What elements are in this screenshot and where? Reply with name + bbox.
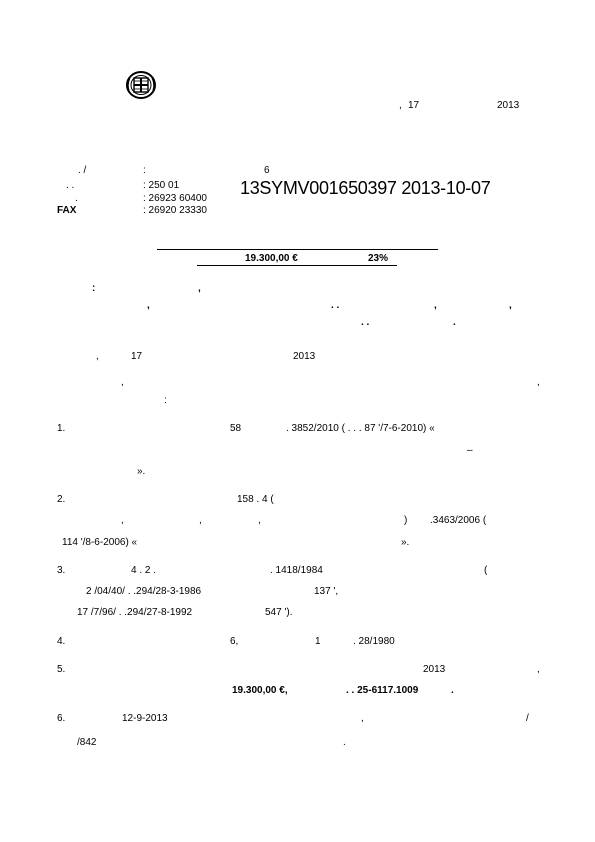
intro-line2-comma3: , — [509, 300, 512, 311]
item5-comma: , — [537, 664, 540, 675]
fax-label: FAX — [57, 205, 77, 216]
item5-year: 2013 — [423, 664, 446, 675]
contact-row2-value: : 250 01 — [143, 180, 180, 191]
item2-number: 2. — [57, 494, 66, 505]
item3-gazette2: 547 '). — [265, 607, 293, 618]
item4-number: 4. — [57, 636, 66, 647]
date-day: 17 — [408, 100, 420, 111]
item5-amount: 19.300,00 €, — [232, 685, 288, 696]
item2-comma1: , — [121, 515, 124, 526]
item2-end: ». — [401, 537, 410, 548]
item2-comma2: , — [199, 515, 202, 526]
item1-article: 58 — [230, 423, 242, 434]
para-colon: : — [164, 395, 167, 406]
contact-row2-punct: . . — [66, 180, 75, 191]
item6-ref: /842 — [77, 737, 97, 748]
item6-number: 6. — [57, 713, 66, 724]
item6-dot: . — [343, 737, 346, 748]
item6-date: 12-9-2013 — [122, 713, 168, 724]
item2-comma3: , — [258, 515, 261, 526]
item3-gazette1: 137 ', — [314, 586, 339, 597]
contact-phone: : 26923 60400 — [143, 193, 207, 204]
para-comma3: , — [537, 377, 540, 388]
contact-row1-value: 6 — [264, 165, 270, 176]
date-year: 2013 — [497, 100, 520, 111]
item5-budget-code: . . 25-6117.1009 — [346, 685, 419, 696]
para-comma: , — [96, 351, 99, 362]
date-comma: , — [399, 100, 402, 111]
contact-row1-colon: : — [143, 165, 146, 176]
item1-law: . 3852/2010 ( . . . 87 '/7-6-2010) « — [286, 423, 435, 434]
item1-end: ». — [137, 466, 146, 477]
ada-code: 13SYMV001650397 2013-10-07 — [240, 178, 491, 198]
fax-value: : 26920 23330 — [143, 205, 207, 216]
intro-line3-dots: . . — [361, 317, 370, 328]
intro-line2-comma2: , — [434, 300, 437, 311]
item3-decision1: 2 /04/40/ . .294/28-3-1986 — [86, 586, 202, 597]
item5-dot: . — [451, 685, 454, 696]
item6-slash: / — [526, 713, 529, 724]
coat-of-arms-seal — [125, 70, 157, 100]
para-comma2: , — [121, 377, 124, 388]
intro-line3-dot: . — [453, 317, 456, 328]
intro-colon: : — [92, 283, 96, 294]
item2-law: .3463/2006 ( — [430, 515, 487, 526]
contact-row1-punct: . / — [78, 165, 87, 176]
item2-close-paren: ) — [404, 515, 408, 526]
item4-paragraph: 1 — [315, 636, 321, 647]
item6-comma: , — [361, 713, 364, 724]
subject-amount: 19.300,00 € — [245, 253, 298, 264]
item5-number: 5. — [57, 664, 66, 675]
para-year: 2013 — [293, 351, 316, 362]
item4-law: . 28/1980 — [353, 636, 395, 647]
para-day: 17 — [131, 351, 143, 362]
intro-line2-comma1: , — [147, 300, 150, 311]
item3-paren: ( — [484, 565, 488, 576]
item2-gazette: 114 '/8-6-2006) « — [62, 537, 138, 548]
subject-underline — [197, 265, 397, 266]
item1-number: 1. — [57, 423, 66, 434]
subject-vat: 23% — [368, 253, 389, 264]
item1-dash: – — [467, 445, 473, 456]
subject-top-rule — [157, 249, 438, 250]
intro-comma: , — [198, 283, 201, 294]
item2-article: 158 . 4 ( — [237, 494, 274, 505]
item4-article: 6, — [230, 636, 239, 647]
intro-line2-dots: . . — [331, 300, 340, 311]
item3-decision2: 17 /7/96/ . .294/27-8-1992 — [77, 607, 193, 618]
item3-number: 3. — [57, 565, 66, 576]
item3-article: 4 . 2 . — [131, 565, 157, 576]
item3-law: . 1418/1984 — [270, 565, 323, 576]
contact-row3-punct: . — [75, 193, 78, 204]
